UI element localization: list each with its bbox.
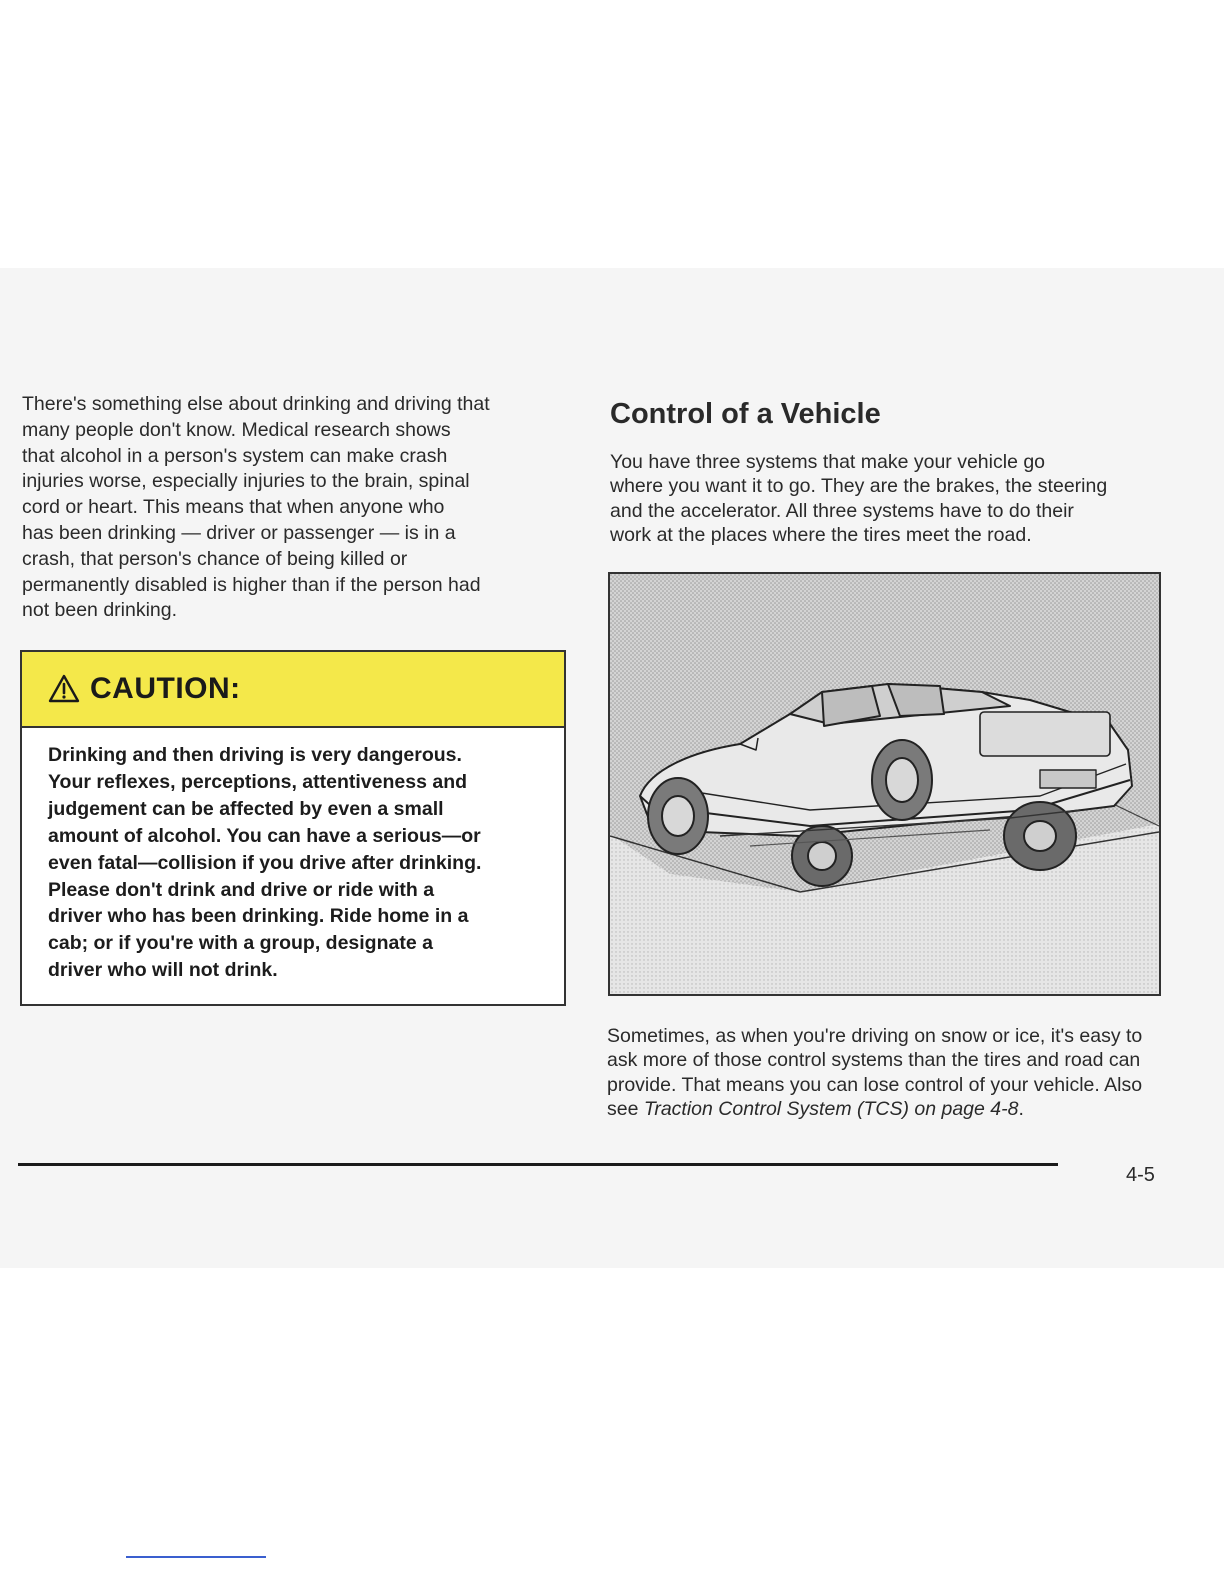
left-column: [22, 392, 568, 624]
page-number: 4-5: [1126, 1164, 1155, 1186]
bottom-paragraph-text: Sometimes, as when you're driving on snow or ice, it's easy to ask more of those control systems than the tires and road can provide. That means you can lose control of your vehicle. Also see: [607, 1025, 1143, 1121]
caution-body: Drinking and then driving is very dangerous. Your reflexes, perceptions, attentiveness and judgement can be affected by even a small amount of alcohol. You can have a serious—or even fatal—collision if you drive after drinking. Please don't drink and drive or ride with a driver who has been drinking. Ride home in a cab; or if you're with a group, designate a driver who will not drink.: [48, 744, 482, 982]
bottom-paragraph: [607, 1024, 1163, 1122]
caution-header: [22, 652, 564, 728]
caution-title: CAUTION:: [90, 672, 241, 705]
traction-control-reference: Traction Control System (TCS) on page 4-8: [643, 1098, 1019, 1121]
intro-paragraph: There's something else about drinking and driving that many people don't know. Medical research shows that alcohol in a person's system can make crash injuries worse, especially injuries to the brain, spinal cord or heart. This means that when anyone who has been drinking — driver or passenger — is in a crash, that person's chance of being killed or permanently disabled is higher than if the person had not been drinking.: [22, 393, 490, 622]
section-title: Control of a Vehicle: [610, 398, 881, 430]
warning-triangle-icon: [48, 674, 80, 704]
caution-box: [20, 650, 566, 1006]
right-column: [610, 392, 1166, 548]
car-on-slippery-surface-illustration: [608, 572, 1161, 996]
footer-rule: [18, 1163, 1058, 1166]
footer-link-underline: [126, 1556, 266, 1558]
bottom-paragraph-end: .: [1018, 1098, 1024, 1121]
section-paragraph: You have three systems that make your vehicle go where you want it to go. They are the brakes, the steering and the accelerator. All three systems have to do their work at the places where the tires meet the road.: [610, 451, 1108, 547]
